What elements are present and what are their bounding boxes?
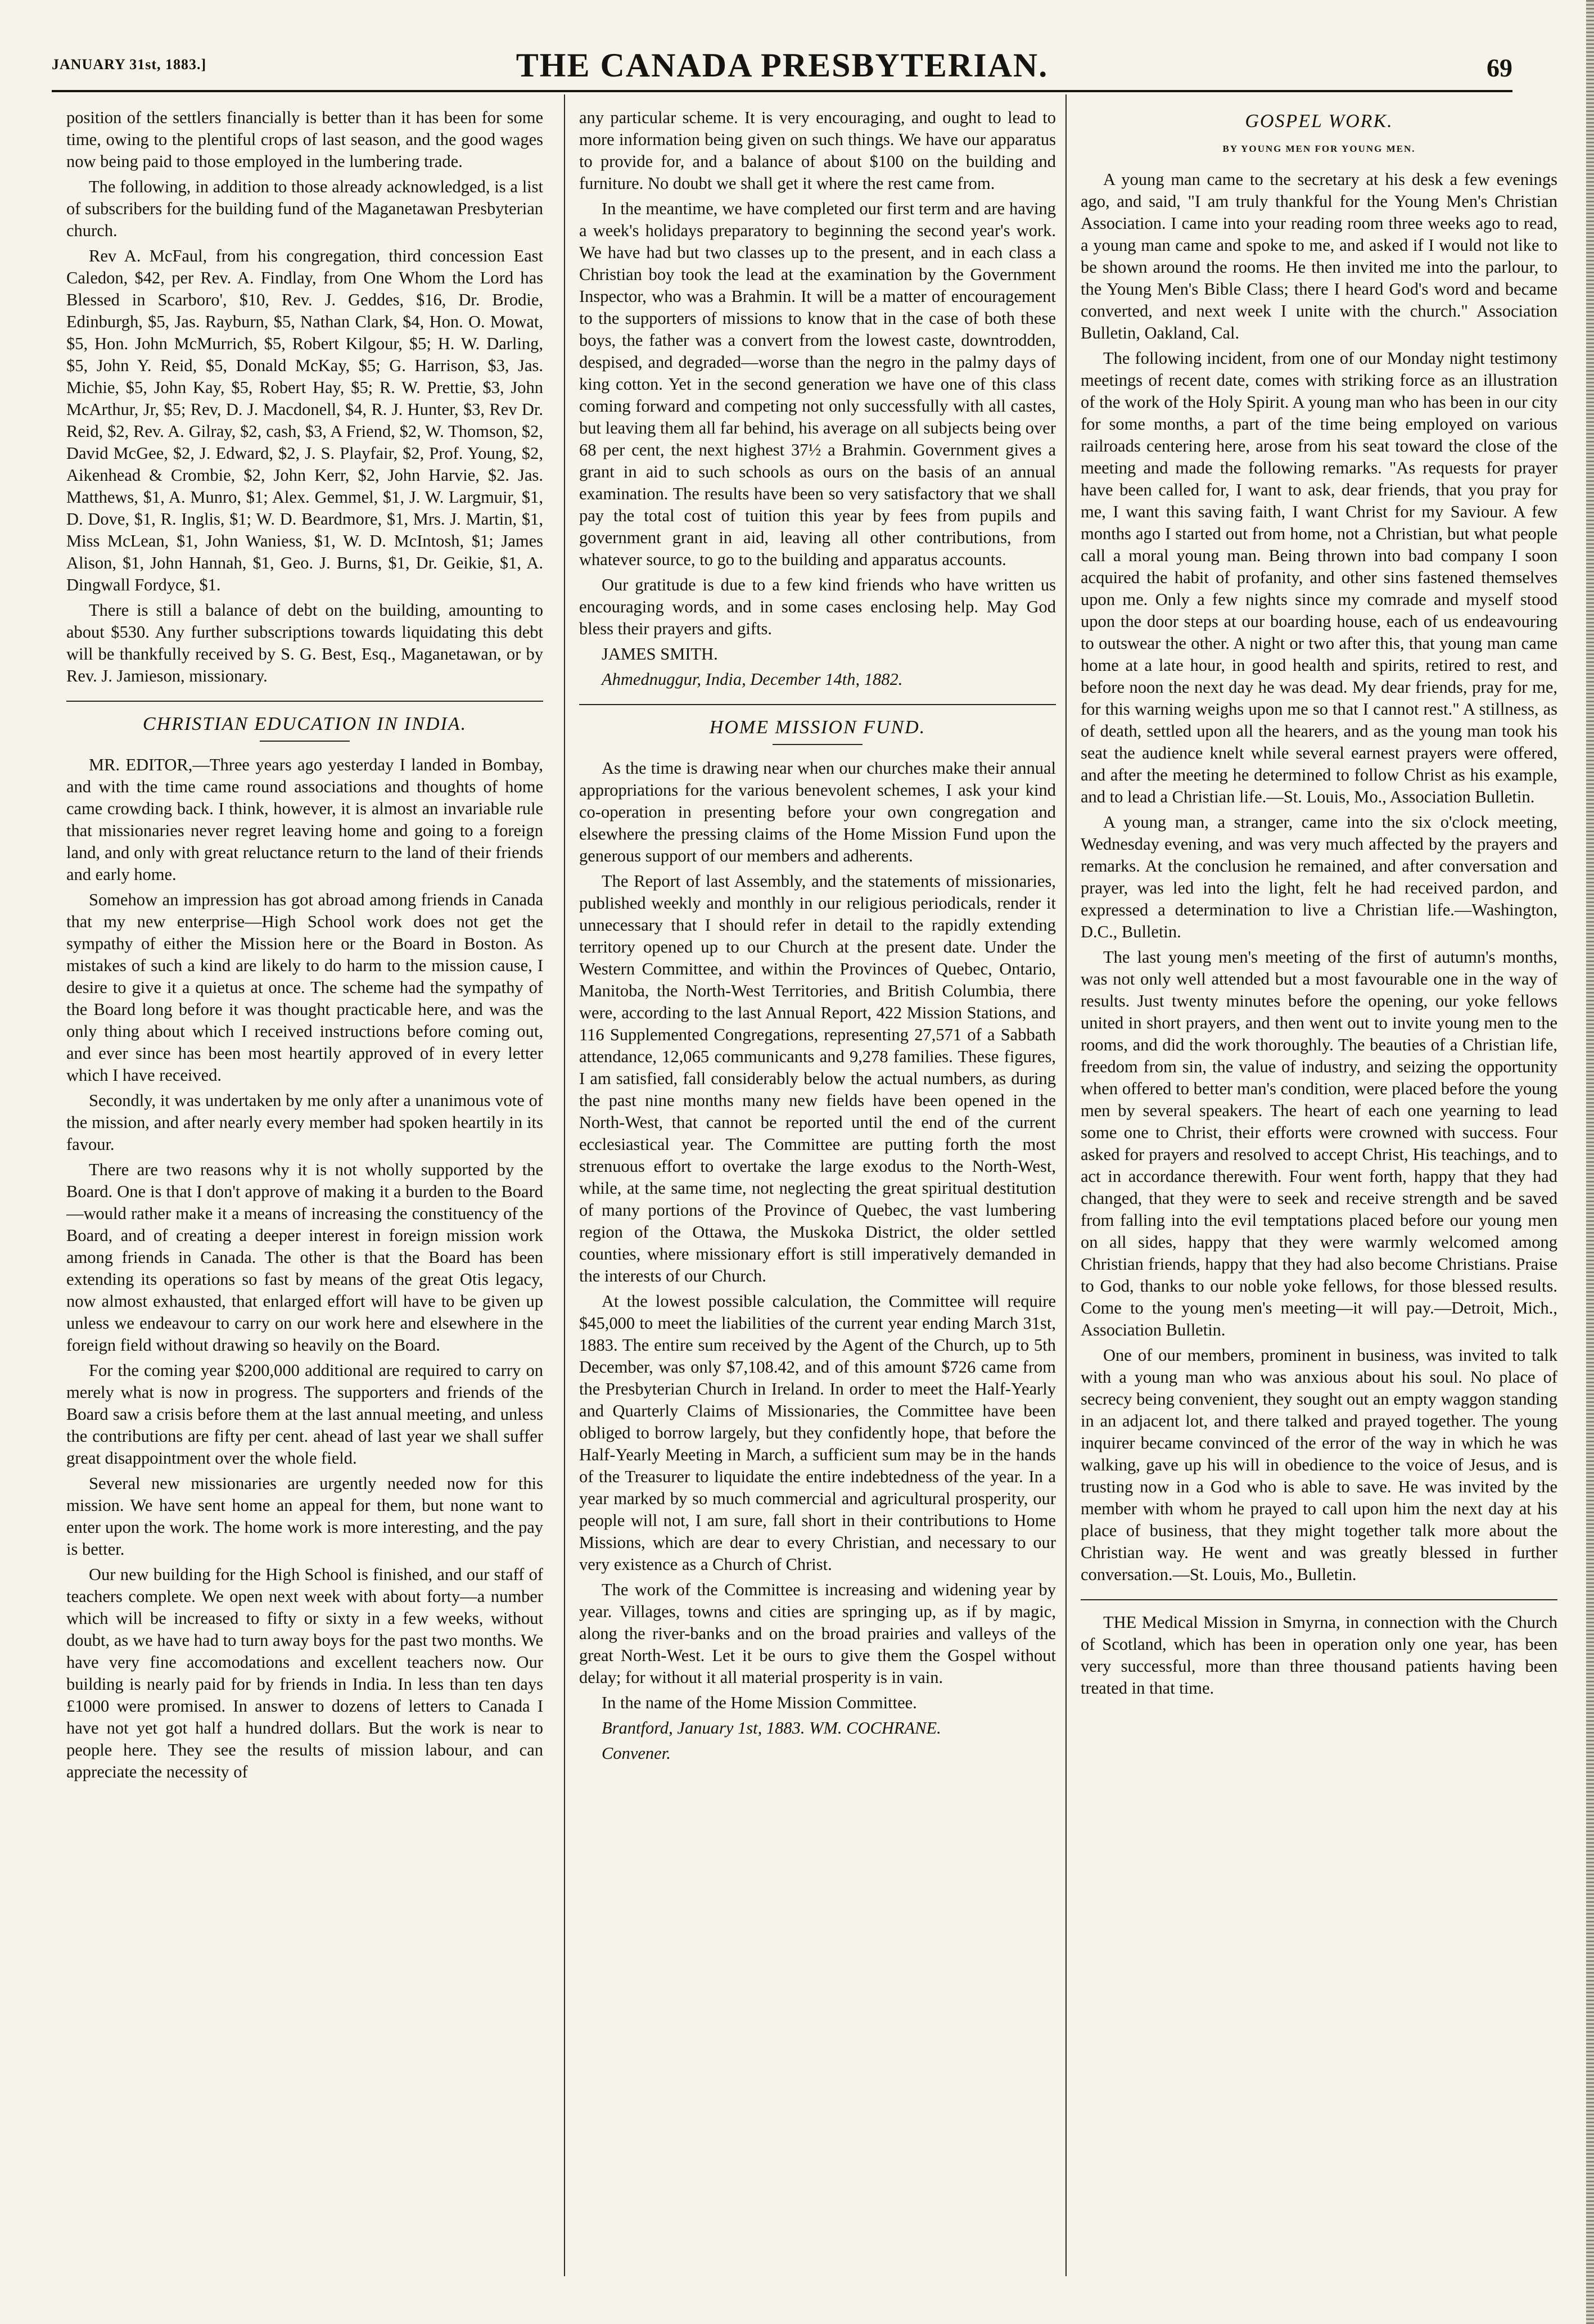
continued-paragraph: Our gratitude is due to a few kind friends who have written us encouraging words, and in some cases enclosing help. May God bless their prayers and gifts. [579, 575, 1056, 638]
continued-paragraph: In the meantime, we have completed our first term and are having a week's holidays preparatory to beginning the second year's work. We have had but two classes up to the present, and in each class a Christian boy took the lead at the examination by the Government Inspector, who was a Brahmin. It will be a matter of encouragement to the supporters of missions to know that in the case of both these boys, the father was a convert from the lowest caste, downtrodden, despised, and degraded—worse than the negro in the palmy days of king cotton. Yet in the second generation we have one of this class coming forward and competing not only successfully with all castes, but leaving them all far behind, his average on all subjects being over 68 per cent, the next highest 37½ a Brahmin. Government gives a grant in aid to such schools as ours on the basis of an annual examination. The results have been so very satisfactory that we shall pay the total cost of tuition this year by fees from pupils and government grant in aid, leaving all other contributions, from whatever source, to go to the building and apparatus accounts. [579, 199, 1056, 569]
section-rule [1081, 1599, 1557, 1600]
article-paragraph: Our new building for the High School is finished, and our staff of teachers complete. We open next week with about forty—a number which will be increased to fifty or sixty in a few weeks, without doubt, as we have had to turn away boys for the past two months. We have very fine accomodations and excellent teachers now. Our building is nearly paid for by friends in India. In less than ten days £1000 were promised. In answer to dozens of letters to Canada I have not yet got half a hundred dollars. But the work is near to people here. They see the results of mission labour, and can appreciate the necessity of [66, 1565, 543, 1781]
masthead-rule [52, 90, 1512, 92]
section-rule [66, 701, 543, 702]
article-byline: BY YOUNG MEN FOR YOUNG MEN. [1222, 143, 1416, 154]
title-underline [260, 741, 350, 742]
article-title-christian-education: CHRISTIAN EDUCATION IN INDIA. [142, 714, 467, 734]
article-title-home-mission: HOME MISSION FUND. [709, 717, 926, 738]
article-paragraph: Several new missionaries are urgently needed now for this mission. We have sent home an appeal for them, but none want to enter upon the work. The home work is more interesting, and the pay is better. [66, 1474, 543, 1559]
article-paragraph: Secondly, it was undertaken by me only after a unanimous vote of the mission, and after nearly every member had spoken heartily in its favour. [66, 1091, 543, 1154]
article-paragraph: The following incident, from one of our Monday night testimony meetings of recent date, comes with striking force as an illustration of the work of the Holy Spirit. A young man who has been in our city for some months, a part of the time being employed on various railroads centering here, arose from his seat toward the close of the meeting and made the following remarks. "As requests for prayer have been called for, I want to ask, dear friends, that you pray for me, I want this saving faith, I want Christ for my Saviour. A few months ago I started out from home, not a Christian, but what people call a moral young man. Being thrown into bad company I soon acquired the habit of profanity, and other sins fastened themselves upon me. Only a few nights since my comrade and myself stood upon the door steps at our boarding house, each of us endeavouring to outswear the other. A night or two after this, that young man came home at a late hour, in good health and spirits, retired to rest, and before noon the next day he was dead. My dear friends, pray for me, for this warning weighs upon me so that I cannot rest." A stillness, as of death, settled upon all the hearers, and as the young man took his seat the audience knelt while several earnest prayers were offered, and after the meeting he determined to follow Christ as his example, and to lead a Christian life.—St. Louis, Mo., Association Bulletin. [1081, 349, 1557, 806]
column-1 [66, 107, 543, 2273]
article-paragraph: For the coming year $200,000 additional are required to carry on merely what is now in progress. The supporters and friends of the Board saw a crisis before them at the last annual meeting, and unless the contributions are fifty per cent. ahead of last year we shall suffer great disappointment over the whole field. [66, 1361, 543, 1468]
letter-signature: JAMES SMITH. [602, 644, 718, 664]
article-paragraph: The Report of last Assembly, and the statements of missionaries, published weekly and monthly in our religious periodicals, render it unnecessary that I should refer in detail to the rapidly extending territory opened up to our Church at the present date. Under the Western Committee, and within the Provinces of Quebec, Ontario, Manitoba, the North-West Territories, and British Columbia, there were, according to the last Annual Report, 422 Mission Stations, and 116 Supplemented Congregations, representing 27,571 of a Sabbath attendance, 12,065 communicants and 9,278 families. These figures, I am satisfied, fall considerably below the actual numbers, as during the past nine months many new fields have been opened in the North-West, that cannot be reported until the end of the current ecclesiastical year. The Committee are putting forth the most strenuous effort to overtake the large exodus to the North-West, while, at the same time, not neglecting the great spiritual destitution of many portions of the Province of Quebec, the vast lumbering region of the Ottawa, the Muskoka District, the older settled counties, where missionary effort is still imperatively demanded in the interests of our Church. [579, 872, 1056, 1285]
closing-title: Convener. [602, 1744, 671, 1763]
continued-paragraph: any particular scheme. It is very encouraging, and ought to lead to more information being given on such things. We have our apparatus to provide for, and a balance of about $100 on the building and furniture. No doubt we shall get it where the rest came from. [579, 108, 1056, 193]
article-paragraph: One of our members, prominent in business, was invited to talk with a young man who was anxious about his soul. No place of secrecy being convenient, they sought out an empty waggon standing in an adjacent lot, and there talked and prayed together. The young inquirer became convinced of the error of the way in which he was walking, gave up his will in obedience to the voice of Jesus, and is trusting now in a God who is able to save. He was invited by the member with whom he prayed to call upon him the next day at his place of business, that they might together talk more about the Christian way. He went and was greatly blessed in further conversation.—St. Louis, Mo., Bulletin. [1081, 1346, 1557, 1584]
article-paragraph: As the time is drawing near when our churches make their annual appropriations for the various benevolent schemes, I ask your kind co-operation in presenting before your own congregation and elsewhere the pressing claims of the Home Mission Fund upon the generous support of our members and adherents. [579, 759, 1056, 865]
article-paragraph: Somehow an impression has got abroad among friends in Canada that my new enterprise—High School work does not get the sympathy of either the Mission here or the Board in Boston. As mistakes of such a kind are likely to do harm to the mission cause, I desire to give it a quietus at once. The scheme had the sympathy of the Board long before it was thought practicable here, and was the only thing about which I received instructions before coming out, and ever since has been most heartily approved of in every letter which I have received. [66, 890, 543, 1085]
article-paragraph: MR. EDITOR,—Three years ago yesterday I landed in Bombay, and with the time came round associations and thoughts of home came crowding back. I think, however, it is almost an invariable rule that missionaries never regret leaving home and going to a foreign land, and only with great reluctance return to the land of their friends and early home. [66, 755, 543, 884]
medical-mission-paragraph: THE Medical Mission in Smyrna, in connection with the Church of Scotland, which has been in operation only one year, has been very successful, more than three thousand patients having been treated in that time. [1081, 1613, 1557, 1698]
column-divider-1 [564, 94, 565, 2276]
article-paragraph: There are two reasons why it is not wholly supported by the Board. One is that I don't approve of making it a burden to the Board—would rather make it a means of increasing the constituency of the Board, and of creating a deeper interest in foreign mission work among friends in Canada. The other is that the Board has been extending its operations so fast by means of the great Otis legacy, now almost exhausted, that enlarged effort will have to be given up unless we endeavour to carry on our work here and elsewhere in the foreign field without drawing so heavily on the Board. [66, 1160, 543, 1355]
article-paragraph: In the name of the Home Mission Committee. [602, 1693, 917, 1712]
intro-paragraph-4: There is still a balance of debt on the building, amounting to about $530. Any further subscriptions towards liquidating this debt will be thankfully received by S. G. Best, Esq., Maganetawan, or by Rev. J. Jamieson, missionary. [66, 601, 543, 685]
closing-line: Brantford, January 1st, 1883. WM. COCHRANE. [602, 1718, 941, 1738]
letter-dateline: Ahmednuggur, India, December 14th, 1882. [602, 670, 903, 689]
page-number: 69 [1487, 53, 1512, 82]
article-paragraph: The work of the Committee is increasing and widening year by year. Villages, towns and cities are springing up, as if by magic, along the river-banks and on the broad prairies and valleys of the great North-West. Let it be ours to give them the Gospel without delay; for without it all material prosperity is in vain. [579, 1580, 1056, 1687]
binding-edge [1586, 0, 1594, 2324]
issue-date: JANUARY 31st, 1883.] [52, 56, 207, 73]
column-2 [579, 107, 1056, 2273]
intro-paragraph-1: position of the settlers financially is better than it has been for some time, owing to the plentiful crops of last season, and the good wages now being paid to those employed in the lumbering trade. [66, 108, 543, 171]
column-divider-2 [1065, 94, 1067, 2276]
article-paragraph: A young man, a stranger, came into the six o'clock meeting, Wednesday evening, and was very much affected by the prayers and remarks. At the conclusion he remained, and after conversation and prayer, was led into the light, felt he had received pardon, and expressed a determination to live a Christian life.—Washington, D.C., Bulletin. [1081, 813, 1557, 941]
title-underline [773, 744, 863, 745]
subscriber-list: Rev A. McFaul, from his congregation, third concession East Caledon, $42, per Rev. A. Findlay, from One Whom the Lord has Blessed in Scarboro', $10, Rev. J. Geddes, $16, Dr. Brodie, Edinburgh, $5, Jas. Rayburn, $5, Nathan Clark, $4, Hon. O. Mowat, $5, Hon. John McMurrich, $5, Robert Kilgour, $5; H. W. Darling, $5, John Y. Reid, $5, Donald McKay, $5; G. Harrison, $3, Jas. Michie, $5, John Kay, $5, Robert Hay, $5; R. W. Prettie, $3, John McArthur, Jr, $5; Rev, D. J. Macdonell, $4, R. J. Hunter, $3, Rev Dr. Reid, $2, Rev. A. Gilray, $2, cash, $3, A Friend, $2, W. Thomson, $2, David McGee, $2, J. Edward, $2, J. S. Playfair, $2, Prof. Young, $2, Aikenhead & Crombie, $2, John Kerr, $2, John Harvie, $2. Jas. Matthews, $1, A. Munro, $1; Alex. Gemmel, $1, J. W. Largmuir, $1, D. Dove, $1, R. Inglis, $1; W. D. Beardmore, $1, Mrs. J. Martin, $1, Miss McLean, $1, John Waniess, $1, W. D. McIntosh, $1; James Alison, $1, John Hannah, $1, Geo. J. Burns, $1, Dr. Geikie, $1, A. Dingwall Fordyce, $1. [66, 246, 543, 594]
newspaper-title: THE CANADA PRESBYTERIAN. [516, 47, 1049, 84]
article-paragraph: A young man came to the secretary at his desk a few evenings ago, and said, "I am truly thankful for the Young Men's Christian Association. I came into your reading room three weeks ago to read, a young man came and spoke to me, and asked if I would not like to be shown around the rooms. He then invited me into the parlour, to the Young Men's Bible Class; there I heard God's word and became converted, and next week I unite with the church." Association Bulletin, Oakland, Cal. [1081, 170, 1557, 342]
section-rule [579, 704, 1056, 705]
article-title-gospel-work: GOSPEL WORK. [1245, 111, 1393, 132]
intro-paragraph-2: The following, in addition to those already acknowledged, is a list of subscribers for the building fund of the Maganetawan Presbyterian church. [66, 177, 543, 240]
masthead [52, 46, 1512, 85]
column-3 [1081, 107, 1557, 2273]
article-paragraph: At the lowest possible calculation, the Committee will require $45,000 to meet the liabilities of the current year ending March 31st, 1883. The entire sum received by the Agent of the Church, up to 5th December, was only $7,108.42, and of this amount $726 came from the Presbyterian Church in Ireland. In order to meet the Half-Yearly and Quarterly Claims of Missionaries, the Committee have been obliged to borrow largely, but they confidently hope, that before the Half-Yearly Meeting in March, a sufficient sum may be in the hands of the Treasurer to liquidate the entire indebtedness of the year. In a year marked by so much commercial and agricultural prosperity, our people will not, I am sure, fall short in their contributions to Home Missions, which are dear to every Christian, and necessary to our very existence as a Church of Christ. [579, 1292, 1056, 1574]
article-paragraph: The last young men's meeting of the first of autumn's months, was not only well attended but a most favourable one in the way of results. Just twenty minutes before the opening, our yoke fellows united in short prayers, and then went out to invite young men to the rooms, and did the work thoroughly. The beauties of a Christian life, freedom from sin, the value of industry, and seizing the opportunity when offered to better man's condition, were placed before the young men by several speakers. The heart of each one yearning to lead some one to Christ, their efforts were crowned with success. Four asked for prayers and resolved to accept Christ, His teachings, and to act in accordance therewith. Four went forth, happy that they had changed, that they were to seek and receive strength and be saved from falling into the evil temptations placed before our young men on all sides, happy that they were warmly welcomed among Christian friends, happy that they had also become Christians. Praise to God, thanks to our noble yoke fellows, for those blessed results. Come to the young men's meeting—it will pay.—Detroit, Mich., Association Bulletin. [1081, 947, 1557, 1339]
